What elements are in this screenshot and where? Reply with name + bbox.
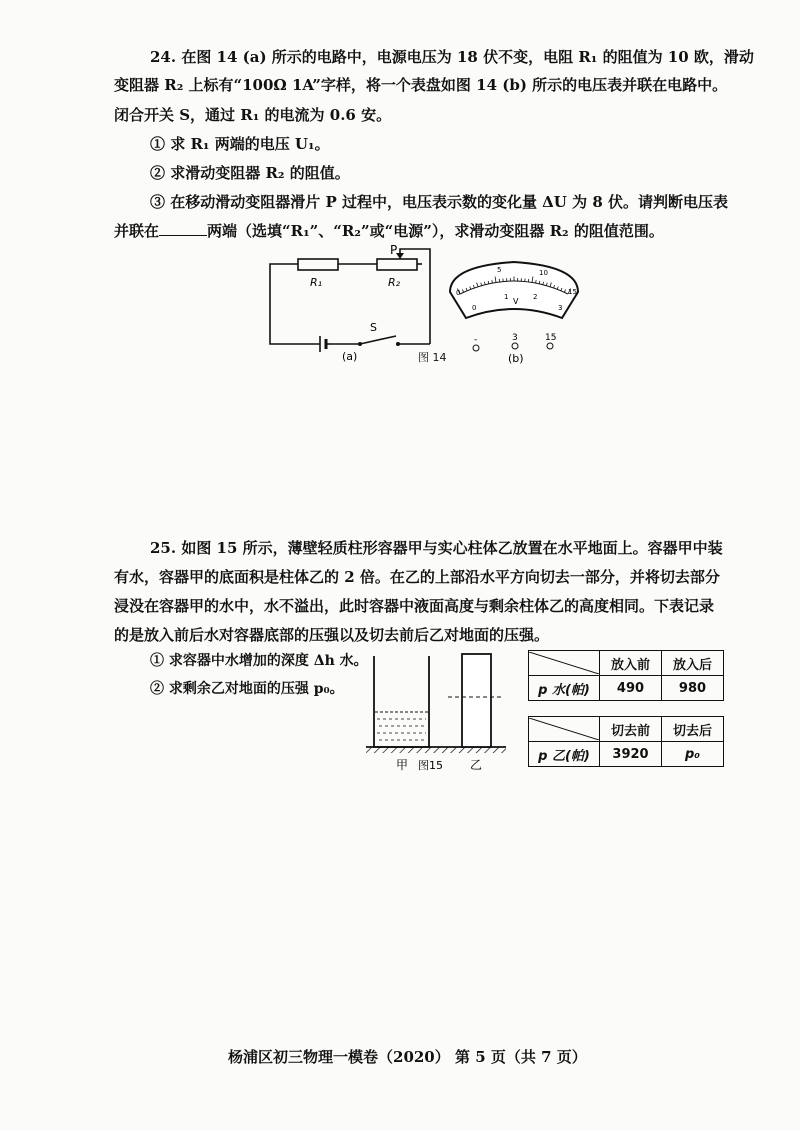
table-cell: 3920 — [600, 742, 662, 767]
terminal-label-3: 3 — [512, 333, 518, 343]
table-header: 放入后 — [662, 651, 724, 676]
pressure-table-water — [528, 650, 724, 701]
diagonal-line — [529, 652, 599, 674]
table-header: 切去后 — [662, 717, 724, 742]
label-s: S — [370, 321, 377, 334]
table-cell: p₀ — [662, 742, 724, 767]
meter-tick — [536, 280, 537, 283]
figure15-containers — [360, 648, 520, 774]
label-r1: R₁ — [310, 276, 323, 289]
figure14-voltmeter — [444, 256, 584, 366]
label-b: (b) — [508, 352, 524, 365]
pressure-table-yi — [528, 716, 724, 767]
resistor-r1 — [298, 259, 338, 270]
fig15-caption: 图15 — [418, 759, 443, 772]
switch-s — [360, 336, 396, 344]
table-header: 切去前 — [600, 717, 662, 742]
label-r2: R₂ — [388, 276, 401, 289]
meter-top-tick-0: 0 — [456, 289, 461, 297]
q24-item3-line2-a: 并联在 — [114, 222, 160, 240]
answer-blank — [159, 219, 207, 236]
resistor-r2 — [377, 259, 417, 270]
q25-line2: 有水，容器甲的底面积是柱体乙的 2 倍。在乙的上部沿水平方向切去一部分，并将切去部分 — [114, 568, 720, 586]
fig14-caption: 图 14 — [418, 351, 447, 364]
table-row — [529, 676, 724, 701]
q24-line1: 24. 在图 14 (a) 所示的电路中，电源电压为 18 伏不变，电阻 R₁ 的阻值为 10 欧，滑动 — [150, 48, 754, 66]
table-cell: 980 — [662, 676, 724, 701]
meter-bottom-tick-1: 1 — [504, 293, 509, 301]
label-yi: 乙 — [470, 758, 483, 772]
label-jia: 甲 — [396, 758, 409, 772]
q25-line4: 的是放入前后水对容器底部的压强以及切去前后乙对地面的压强。 — [114, 626, 550, 644]
table-row — [529, 742, 724, 767]
label-a: (a) — [342, 350, 358, 363]
q24-line2: 变阻器 R₂ 上标有“100Ω 1A”字样，将一个表盘如图 14 (b) 所示的电压表并联在电路中。 — [114, 76, 728, 94]
ground-hatch — [366, 747, 506, 753]
q24-line3: 闭合开关 S，通过 R₁ 的电流为 0.6 安。 — [114, 106, 392, 124]
figure14-circuit — [250, 240, 450, 365]
q24-item3-line1: ③ 在移动滑动变阻器滑片 P 过程中，电压表示数的变化量 ΔU 为 8 伏。请判断电压表 — [150, 193, 728, 211]
q24-item1: ① 求 R₁ 两端的电压 U₁。 — [150, 135, 330, 153]
diagonal-line — [529, 718, 599, 740]
meter-top-tick-10: 10 — [539, 269, 548, 277]
meter-unit: V — [513, 297, 519, 306]
column-yi — [462, 654, 491, 747]
water-fill — [377, 719, 426, 740]
diagonal-cell — [529, 717, 600, 742]
meter-top-tick-15: 15 — [568, 288, 577, 296]
table-row-label: p 乙(帕) — [529, 742, 600, 767]
meter-bottom-tick-3: 3 — [558, 304, 563, 312]
q25-item1: ① 求容器中水增加的深度 Δh 水。 — [150, 653, 368, 669]
q25-line1: 25. 如图 15 所示，薄壁轻质柱形容器甲与实心柱体乙放置在水平地面上。容器甲中装 — [150, 539, 723, 557]
meter-top-tick-5: 5 — [497, 266, 502, 274]
terminal-15 — [547, 343, 553, 349]
terminal-label-neg: - — [474, 335, 478, 345]
q24-item2: ② 求滑动变阻器 R₂ 的阻值。 — [150, 164, 350, 182]
q25-item2: ② 求剩余乙对地面的压强 p₀。 — [150, 681, 344, 697]
q24-item3-line2-b: 两端（选填“R₁”、“R₂”或“电源”），求滑动变阻器 R₂ 的阻值范围。 — [207, 222, 664, 240]
table-cell: 490 — [600, 676, 662, 701]
meter-bottom-tick-0: 0 — [472, 304, 477, 312]
table-row — [529, 717, 724, 742]
terminal-neg — [473, 345, 479, 351]
slider-wire — [400, 249, 430, 344]
terminal-label-15: 15 — [545, 333, 557, 343]
meter-tick — [492, 280, 493, 283]
table-row — [529, 651, 724, 676]
table-header: 放入前 — [600, 651, 662, 676]
table-row-label: p 水(帕) — [529, 676, 600, 701]
terminal-3 — [512, 343, 518, 349]
page-footer: 杨浦区初三物理一模卷（2020） 第 5 页（共 7 页） — [228, 1048, 587, 1066]
meter-bottom-tick-2: 2 — [533, 293, 538, 301]
label-p: P — [390, 243, 398, 257]
q25-line3: 浸没在容器甲的水中，水不溢出，此时容器中液面高度与剩余柱体乙的高度相同。下表记录 — [114, 597, 715, 615]
diagonal-cell — [529, 651, 600, 676]
